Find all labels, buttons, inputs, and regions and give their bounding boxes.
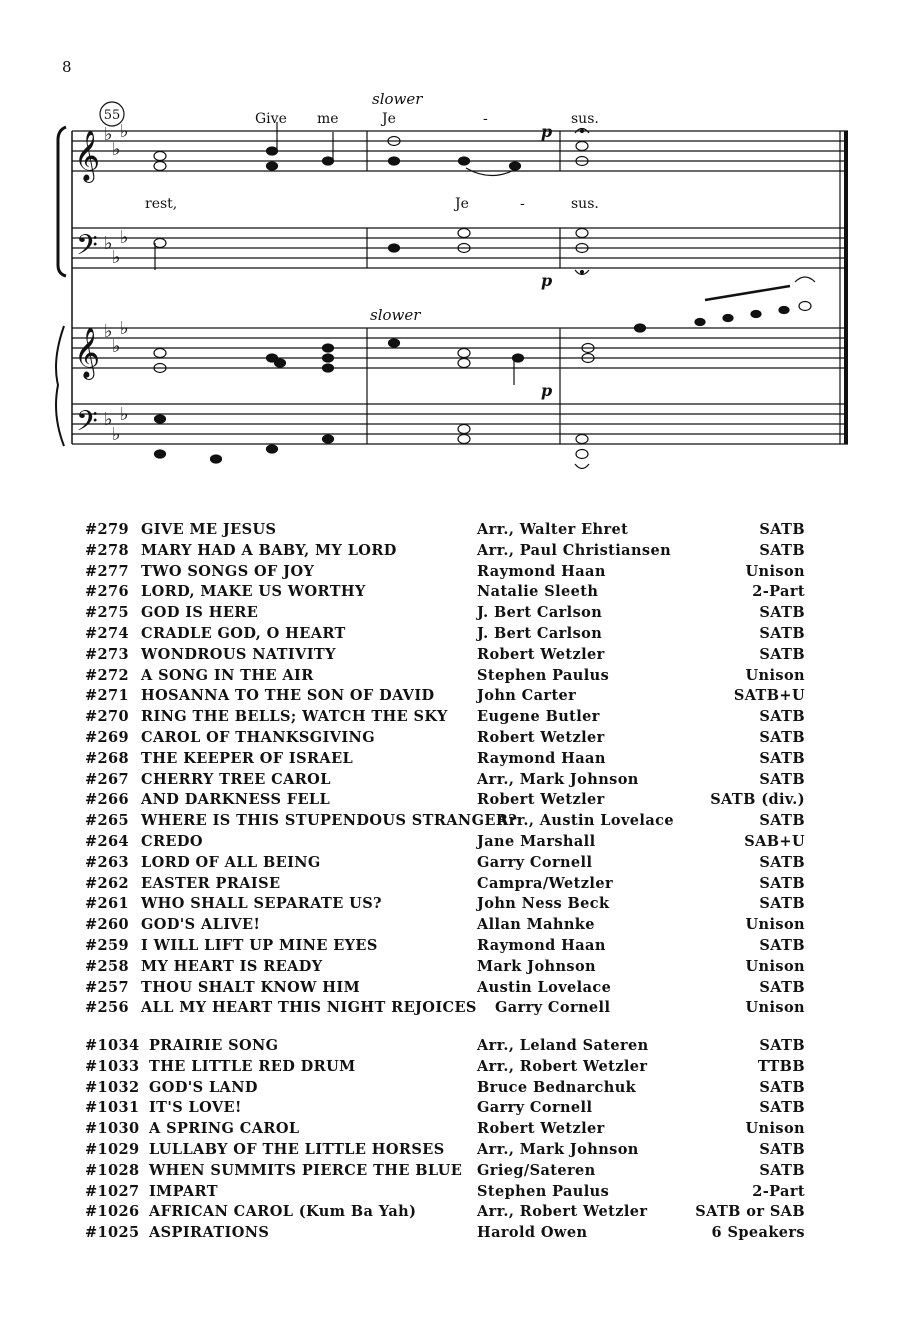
voicing-label: 6 Speakers <box>711 1224 805 1242</box>
composer-name: Raymond Haan <box>477 562 606 580</box>
catalog-row <box>85 999 805 1020</box>
staff-4 <box>72 404 848 444</box>
treble-clef-icon: 𝄞 <box>74 327 101 378</box>
composer-name: Robert Wetzler <box>477 1120 605 1138</box>
song-title: CREDO <box>141 832 203 850</box>
voicing-label: Unison <box>745 666 805 684</box>
catalog-row <box>85 895 805 916</box>
composer-name: Raymond Haan <box>477 936 606 954</box>
catalog-row <box>85 979 805 1000</box>
composer-name: J. Bert Carlson <box>477 604 603 622</box>
composer-name: John Carter <box>477 687 577 705</box>
catalog-number: #1031 <box>85 1099 140 1117</box>
song-title: WHERE IS THIS STUPENDOUS STRANGER? <box>141 812 518 830</box>
composer-name: Mark Johnson <box>477 957 596 975</box>
catalog-number: #274 <box>85 624 130 642</box>
catalog-list-1 <box>85 521 805 1020</box>
catalog-row <box>85 1203 805 1224</box>
voicing-label: SATB <box>759 1161 805 1179</box>
catalog-number: #1033 <box>85 1057 140 1075</box>
svg-text:♭: ♭ <box>120 318 129 339</box>
catalog-row <box>85 771 805 792</box>
catalog-row <box>85 1079 805 1100</box>
composer-name: Grieg/Sateren <box>477 1161 596 1179</box>
composer-name: Natalie Sleeth <box>477 583 599 601</box>
lyric: - <box>520 196 525 212</box>
catalog-number: #269 <box>85 728 130 746</box>
song-title: MARY HAD A BABY, MY LORD <box>141 541 397 559</box>
song-title: CAROL OF THANKSGIVING <box>141 728 375 746</box>
catalog-row <box>85 687 805 708</box>
composer-name: Robert Wetzler <box>477 645 605 663</box>
svg-text:♭: ♭ <box>104 409 113 430</box>
catalog-number: #1027 <box>85 1182 140 1200</box>
catalog-number: #263 <box>85 853 130 871</box>
song-title: ALL MY HEART THIS NIGHT REJOICES <box>141 999 477 1017</box>
voicing-label: Unison <box>745 999 805 1017</box>
catalog-row <box>85 1141 805 1162</box>
catalog-number: #256 <box>85 999 130 1017</box>
catalog-number: #273 <box>85 645 130 663</box>
catalog-row <box>85 1162 805 1183</box>
song-title: AFRICAN CAROL (Kum Ba Yah) <box>149 1203 417 1221</box>
catalog-number: #1030 <box>85 1120 140 1138</box>
composer-name: John Ness Beck <box>477 895 610 913</box>
song-title: LULLABY OF THE LITTLE HORSES <box>149 1140 445 1158</box>
composer-name: Arr., Mark Johnson <box>477 770 639 788</box>
page-number: 8 <box>62 58 72 76</box>
voicing-label: SATB <box>759 936 805 954</box>
svg-text:♭: ♭ <box>120 404 129 425</box>
voicing-label: 2-Part <box>752 1182 805 1200</box>
composer-name: Arr., Leland Sateren <box>477 1037 649 1054</box>
lyric: Je <box>382 111 396 127</box>
catalog-number: #258 <box>85 957 130 975</box>
song-title: AND DARKNESS FELL <box>141 791 331 809</box>
song-title: THE KEEPER OF ISRAEL <box>141 749 354 767</box>
composer-name: Robert Wetzler <box>477 728 605 746</box>
voicing-label: SATB <box>759 1037 805 1054</box>
song-title: WHO SHALL SEPARATE US? <box>141 895 382 913</box>
svg-text:♭: ♭ <box>104 233 113 254</box>
catalog-number: #270 <box>85 708 130 726</box>
catalog-number: #1029 <box>85 1140 140 1158</box>
composer-name: Campra/Wetzler <box>477 874 613 892</box>
svg-text:♭: ♭ <box>112 247 121 268</box>
bass-clef-icon: 𝄢 <box>76 229 98 269</box>
voicing-label: Unison <box>745 957 805 975</box>
staff-1 <box>72 131 848 171</box>
composer-name: Austin Lovelace <box>477 978 612 996</box>
svg-text:♭: ♭ <box>112 424 121 445</box>
catalog-number: #266 <box>85 791 130 809</box>
composer-name: Raymond Haan <box>477 749 606 767</box>
song-title: CHERRY TREE CAROL <box>141 770 331 788</box>
song-title: EASTER PRAISE <box>141 874 281 892</box>
catalog-row <box>85 958 805 979</box>
catalog-row <box>85 563 805 584</box>
catalog-number: #277 <box>85 562 130 580</box>
composer-name: Jane Marshall <box>477 832 596 850</box>
song-title: A SPRING CAROL <box>149 1120 300 1138</box>
catalog-number: #275 <box>85 604 130 622</box>
catalog-number: #1032 <box>85 1078 140 1096</box>
voicing-label: SAB+U <box>744 832 805 850</box>
song-title: LORD OF ALL BEING <box>141 853 321 871</box>
catalog-number: #267 <box>85 770 130 788</box>
catalog-list-2 <box>85 1037 805 1245</box>
composer-name: Allan Mahnke <box>477 916 595 934</box>
voicing-label: SATB <box>759 1140 805 1158</box>
svg-text:♭: ♭ <box>104 321 113 342</box>
composer-name: Arr., Paul Christiansen <box>477 541 672 559</box>
composer-name: Harold Owen <box>477 1224 588 1242</box>
staff-3 <box>72 328 848 368</box>
catalog-number: #259 <box>85 936 130 954</box>
song-title: TWO SONGS OF JOY <box>141 562 315 580</box>
catalog-row <box>85 1224 805 1245</box>
voicing-label: SATB <box>759 521 805 538</box>
song-title: MY HEART IS READY <box>141 957 323 975</box>
composer-name: Arr., Robert Wetzler <box>477 1057 648 1075</box>
catalog-row <box>85 875 805 896</box>
voicing-label: SATB <box>759 624 805 642</box>
catalog-row <box>85 646 805 667</box>
voicing-label: SATB <box>759 728 805 746</box>
song-title: IMPART <box>149 1182 218 1200</box>
song-title: WONDROUS NATIVITY <box>141 645 336 663</box>
composer-name: Stephen Paulus <box>477 666 610 684</box>
composer-name: Robert Wetzler <box>477 791 605 809</box>
composer-name: Garry Cornell <box>477 1099 593 1117</box>
catalog-row <box>85 729 805 750</box>
catalog-row <box>85 667 805 688</box>
staff-2 <box>72 228 848 268</box>
catalog-number: #262 <box>85 874 130 892</box>
voicing-label: TTBB <box>757 1057 805 1075</box>
composer-name: Arr., Austin Lovelace <box>497 812 674 830</box>
voicing-label: SATB (div.) <box>710 791 805 809</box>
lyric: sus. <box>571 196 599 212</box>
catalog-row <box>85 833 805 854</box>
catalog-number: #260 <box>85 916 130 934</box>
catalog-number: #257 <box>85 978 130 996</box>
song-title: I WILL LIFT UP MINE EYES <box>141 936 378 954</box>
voicing-label: SATB <box>759 708 805 726</box>
voicing-label: SATB <box>759 978 805 996</box>
composer-name: Garry Cornell <box>495 999 611 1017</box>
catalog-number: #278 <box>85 541 130 559</box>
catalog-number: #276 <box>85 583 130 601</box>
catalog-number: #261 <box>85 895 130 913</box>
song-title: IT'S LOVE! <box>149 1099 242 1117</box>
catalog-row <box>85 583 805 604</box>
treble-clef-icon: 𝄞 <box>74 130 101 181</box>
lyric: sus. <box>571 111 599 127</box>
song-title: ASPIRATIONS <box>149 1224 270 1242</box>
catalog-number: #264 <box>85 832 130 850</box>
song-title: GOD IS HERE <box>141 604 259 622</box>
lyric: me <box>317 111 339 127</box>
voicing-label: SATB <box>759 604 805 622</box>
measure-number: 55 <box>103 108 121 123</box>
song-title: WHEN SUMMITS PIERCE THE BLUE <box>149 1161 463 1179</box>
svg-text:♭: ♭ <box>120 121 129 142</box>
catalog-row <box>85 521 805 542</box>
composer-name: Garry Cornell <box>477 853 593 871</box>
catalog-number: #1025 <box>85 1224 140 1242</box>
catalog-row <box>85 791 805 812</box>
voicing-label: Unison <box>745 916 805 934</box>
voicing-label: SATB <box>759 895 805 913</box>
voicing-label: SATB <box>759 874 805 892</box>
catalog-number: #265 <box>85 812 130 830</box>
voicing-label: Unison <box>745 1120 805 1138</box>
catalog-row <box>85 625 805 646</box>
catalog-row <box>85 937 805 958</box>
voicing-label: SATB <box>759 1078 805 1096</box>
composer-name: Bruce Bednarchuk <box>477 1078 637 1096</box>
catalog-row <box>85 812 805 833</box>
catalog-row <box>85 1183 805 1204</box>
svg-text:♭: ♭ <box>104 124 113 145</box>
catalog-row <box>85 1120 805 1141</box>
catalog-row <box>85 1058 805 1079</box>
lyric: Give <box>255 111 287 127</box>
catalog-row <box>85 916 805 937</box>
composer-name: Arr., Robert Wetzler <box>477 1203 648 1221</box>
dynamic-mark: p <box>541 381 553 400</box>
catalog-row <box>85 1037 805 1058</box>
catalog-number: #268 <box>85 749 130 767</box>
catalog-number: #1026 <box>85 1203 140 1221</box>
svg-text:♭: ♭ <box>112 336 121 357</box>
catalog-number: #1028 <box>85 1161 140 1179</box>
tempo-mark: slower <box>370 306 421 324</box>
song-title: PRAIRIE SONG <box>149 1037 279 1054</box>
song-title: LORD, MAKE US WORTHY <box>141 583 366 601</box>
composer-name: Arr., Mark Johnson <box>477 1140 639 1158</box>
voicing-label: SATB or SAB <box>695 1203 805 1221</box>
composer-name: Stephen Paulus <box>477 1182 610 1200</box>
composer-name: J. Bert Carlson <box>477 624 603 642</box>
lyric: rest, <box>145 196 178 212</box>
voicing-label: SATB <box>759 770 805 788</box>
dynamic-mark: p <box>541 271 553 290</box>
voicing-label: 2-Part <box>752 583 805 601</box>
song-title: RING THE BELLS; WATCH THE SKY <box>141 708 448 726</box>
song-title: GOD'S ALIVE! <box>141 916 261 934</box>
music-score <box>0 0 900 500</box>
composer-name: Eugene Butler <box>477 708 600 726</box>
voicing-label: SATB <box>759 645 805 663</box>
lyric: - <box>483 111 488 127</box>
voicing-label: SATB+U <box>733 687 805 705</box>
catalog-number: #271 <box>85 687 130 705</box>
svg-text:♭: ♭ <box>120 227 129 248</box>
bass-clef-icon: 𝄢 <box>76 405 98 445</box>
song-title: HOSANNA TO THE SON OF DAVID <box>141 687 435 705</box>
voicing-label: Unison <box>745 562 805 580</box>
voicing-label: SATB <box>759 541 805 559</box>
dynamic-mark: p <box>541 122 553 141</box>
catalog-row <box>85 708 805 729</box>
catalog-row <box>85 750 805 771</box>
catalog-row <box>85 1099 805 1120</box>
catalog-number: #272 <box>85 666 130 684</box>
song-title: GIVE ME JESUS <box>141 521 277 538</box>
song-title: THOU SHALT KNOW HIM <box>141 978 361 996</box>
lyric: Je <box>455 196 469 212</box>
composer-name: Arr., Walter Ehret <box>477 521 629 538</box>
voicing-label: SATB <box>759 1099 805 1117</box>
song-title: THE LITTLE RED DRUM <box>149 1057 356 1075</box>
catalog-number: #1034 <box>85 1037 140 1054</box>
catalog-row <box>85 854 805 875</box>
catalog-row <box>85 542 805 563</box>
svg-text:♭: ♭ <box>112 139 121 160</box>
tempo-mark: slower <box>372 90 423 108</box>
song-title: CRADLE GOD, O HEART <box>141 624 346 642</box>
voicing-label: SATB <box>759 749 805 767</box>
song-title: A SONG IN THE AIR <box>141 666 314 684</box>
song-title: GOD'S LAND <box>149 1078 258 1096</box>
catalog-row <box>85 604 805 625</box>
voicing-label: SATB <box>759 853 805 871</box>
catalog-number: #279 <box>85 521 130 538</box>
voicing-label: SATB <box>759 812 805 830</box>
